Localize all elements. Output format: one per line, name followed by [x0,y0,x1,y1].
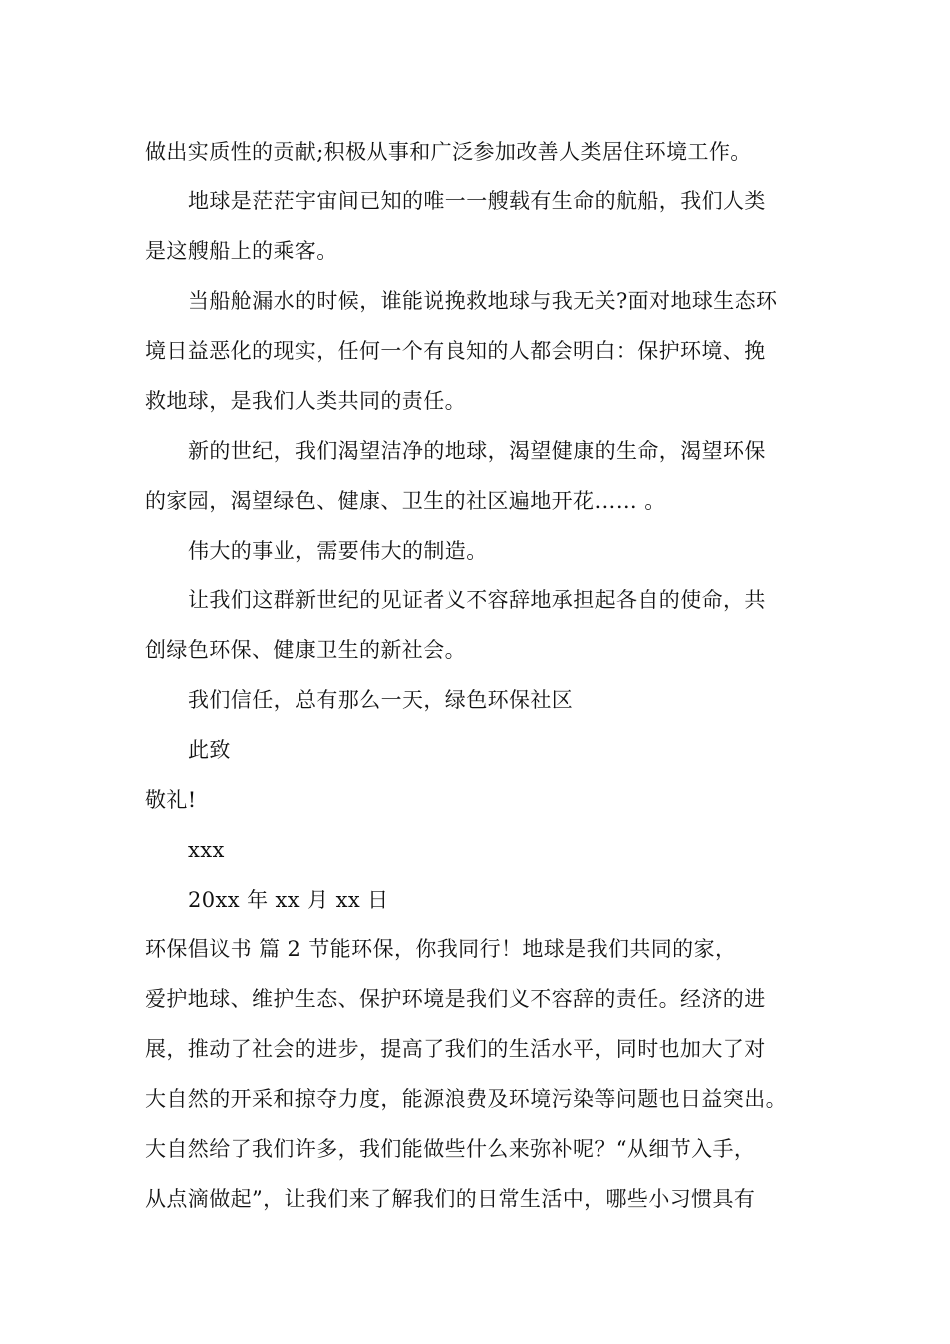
text-line: 展，推动了社会的进步，提高了我们的生活水平，同时也加大了对 [145,1037,766,1061]
closing-salutation: 此致 [188,738,231,762]
text-line: 从点滴做起”，让我们来了解我们的日常生活中，哪些小习惯具有 [145,1187,756,1211]
text-line: 让我们这群新世纪的见证者义不容辞地承担起各自的使命，共 [188,588,766,612]
text-line: 是这艘船上的乘客。 [145,239,338,263]
text-line: 创绿色环保、健康卫生的新社会。 [145,638,466,662]
text-line: 大自然的开采和掠夺力度，能源浪费及环境污染等问题也日益突出。 [145,1087,787,1111]
text-line: 爱护地球、维护生态、保护环境是我们义不容辞的责任。经济的进 [145,987,766,1011]
text-line: 新的世纪，我们渴望洁净的地球，渴望健康的生命，渴望环保 [188,439,766,463]
text-line: 地球是茫茫宇宙间已知的唯一一艘载有生命的航船，我们人类 [188,189,766,213]
signature-date: 20xx 年 xx 月 xx 日 [188,888,389,912]
signature-name: xxx [188,838,225,862]
text-line: 救地球，是我们人类共同的责任。 [145,389,466,413]
text-line: 伟大的事业，需要伟大的制造。 [188,539,488,563]
text-line: 当船舱漏水的时候，谁能说挽救地球与我无关?面对地球生态环 [188,289,778,313]
text-line: 的家园，渴望绿色、健康、卫生的社区遍地开花…… 。 [145,489,666,513]
closing-regards: 敬礼! [145,788,197,812]
text-line: 做出实质性的贡献;积极从事和广泛参加改善人类居住环境工作。 [145,140,752,164]
text-line: 我们信任，总有那么一天，绿色环保社区 [188,688,574,712]
text-line: 大自然给了我们许多，我们能做些什么来弥补呢？“从细节入手， [145,1137,756,1161]
section-heading-line: 环保倡议书 篇 2 节能环保，你我同行！地球是我们共同的家， [145,937,737,961]
text-line: 境日益恶化的现实，任何一个有良知的人都会明白：保护环境、挽 [145,339,766,363]
